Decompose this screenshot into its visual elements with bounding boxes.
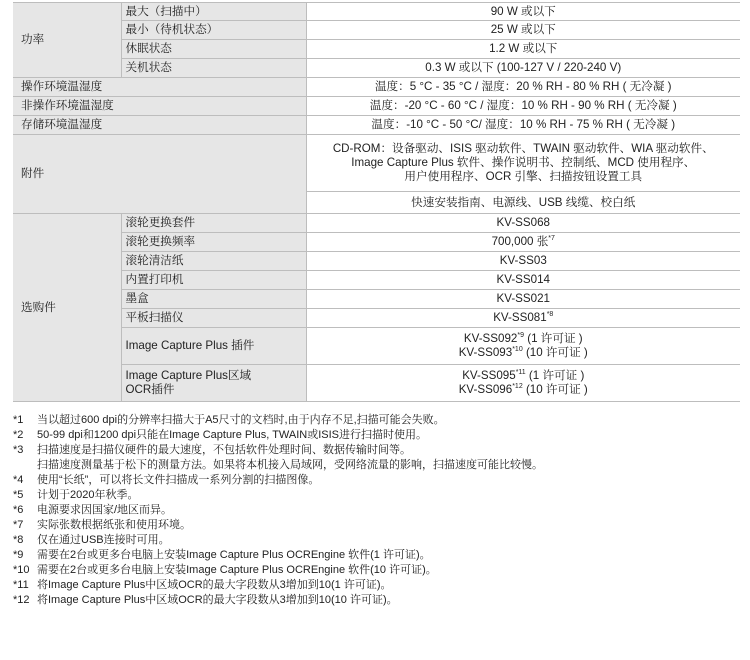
power-sleep-label: 休眠状态 (121, 40, 306, 59)
footnote-item (13, 593, 740, 608)
footnote-mark: *9 (13, 549, 24, 561)
footnote-text: 扫描速度测量基于松下的测量方法。如果将本机接入局域网，受网络流量的影响，扫描速度可能比较慢。 (37, 459, 543, 471)
footnote-item (13, 578, 740, 593)
option-row (13, 271, 740, 290)
footnote-text: 电源要求因国家/地区而异。 (37, 504, 173, 516)
footnote-mark: *2 (13, 429, 24, 441)
power-row-min (13, 21, 740, 40)
footnote-item (13, 443, 740, 458)
accessories-line: 用户使用程序、OCR 引擎、扫描按钮设置工具 (404, 170, 643, 183)
non-operating-env-label: 非操作环境温湿度 (13, 97, 306, 116)
ic-plugin-value: KV-SS092$^{*9}$ (1 许可证 ) KV-SS093$^{*10}$ (10 许可证 ) (306, 328, 740, 365)
ic-ocr-label: Image Capture Plus区域 OCR插件 (121, 365, 306, 402)
footnote-ref: *7 (548, 235, 555, 243)
footnote-ref: *11 (515, 369, 526, 377)
storage-env-value: 温度：-10 °C - 50 °C/ 湿度：10 % RH - 75 % RH ( 无冷凝 ) (306, 116, 740, 135)
ic-ocr-value: KV-SS095$^{*11}$ (1 许可证 ) KV-SS096$^{*12}$ (10 许可证 ) (306, 365, 740, 402)
accessories-line: Image Capture Plus 软件、操作说明书、控制纸、MCD 使用程序、 (351, 156, 696, 169)
footnote-text: 当以超过600 dpi的分辨率扫描大于A5尺寸的文档时,由于内存不足,扫描可能会失败。 (37, 414, 445, 426)
power-sleep-value: 1.2 W 或以下 (306, 40, 740, 59)
accessories-label: 附件 (13, 135, 306, 214)
footnote-item (13, 428, 740, 443)
footnotes (13, 413, 740, 608)
option-value: KV-SS021 (306, 290, 740, 309)
footnote-mark: *3 (13, 444, 24, 456)
footnote-text: 使用“长纸”，可以将长文件扫描成一系列分割的扫描图像。 (37, 474, 320, 486)
power-min-label: 最小（待机状态） (121, 21, 306, 40)
accessories-cdrom (306, 135, 740, 192)
footnote-text: 计划于2020年秋季。 (37, 489, 139, 501)
option-row (13, 309, 740, 328)
footnote-item (13, 473, 740, 488)
footnote-mark: *10 (13, 564, 30, 576)
footnote-text: 将Image Capture Plus中区域OCR的最大字段数从3增加到10(10 许可证)。 (37, 594, 398, 606)
footnote-text: 实际张数根据纸张和使用环境。 (37, 519, 191, 531)
ic-plugin-label: Image Capture Plus 插件 (121, 328, 306, 365)
operating-env-value: 温度：5 °C - 35 °C / 湿度：20 % RH - 80 % RH ( 无冷凝 ) (306, 78, 740, 97)
spec-table (13, 2, 740, 402)
storage-env-row (13, 116, 740, 135)
footnote-item (13, 503, 740, 518)
footnote-mark: *7 (13, 519, 24, 531)
footnote-item (13, 548, 740, 563)
footnote-text: 仅在通过USB连接时可用。 (37, 534, 170, 546)
footnote-item (13, 413, 740, 428)
power-max-value: 90 W 或以下 (306, 3, 740, 21)
footnote-text: 需要在2台或更多台电脑上安装Image Capture Plus OCREngine 软件(1 许可证)。 (37, 549, 431, 561)
option-row (13, 252, 740, 271)
option-row (13, 290, 740, 309)
footnote-mark: *6 (13, 504, 24, 516)
footnote-text: 扫描速度是扫描仪硬件的最大速度，不包括软件处理时间、数据传输时间等。 (37, 444, 411, 456)
option-label: 滚轮更换套件 (121, 214, 306, 233)
option-label: 滚轮清洁纸 (121, 252, 306, 271)
option-label: 内置打印机 (121, 271, 306, 290)
footnote-mark: *4 (13, 474, 24, 486)
footnote-mark: *8 (13, 534, 24, 546)
power-row-max (13, 3, 740, 21)
footnote-item (13, 533, 740, 548)
power-min-value: 25 W 或以下 (306, 21, 740, 40)
footnote-mark: *12 (13, 594, 30, 606)
option-value: 700,000 张$^{*7}$ (306, 233, 740, 252)
option-value: KV-SS081$^{*8}$ (306, 309, 740, 328)
option-label: 滚轮更换频率 (121, 233, 306, 252)
option-row (13, 214, 740, 233)
accessories-row-a (13, 135, 740, 192)
operating-env-label: 操作环境温湿度 (13, 78, 306, 97)
accessories-line: CD-ROM：设备驱动、ISIS 驱动软件、TWAIN 驱动软件、WIA 驱动软件、 (332, 142, 714, 155)
footnote-mark: *1 (13, 414, 24, 426)
storage-env-label: 存储环境温湿度 (13, 116, 306, 135)
option-value: KV-SS014 (306, 271, 740, 290)
options-label: 选购件 (13, 214, 121, 402)
option-label: 墨盒 (121, 290, 306, 309)
footnote-mark (13, 458, 37, 473)
power-max-label: 最大（扫描中） (121, 3, 306, 21)
footnote-text: 将Image Capture Plus中区域OCR的最大字段数从3增加到10(1 许可证)。 (37, 579, 392, 591)
footnote-ref: *8 (546, 311, 554, 319)
footnote-ref: *10 (512, 346, 523, 354)
option-row-ic-ocr (13, 365, 740, 402)
non-operating-env-row (13, 97, 740, 116)
footnote-item (13, 488, 740, 503)
power-label: 功率 (13, 3, 121, 78)
operating-env-row (13, 78, 740, 97)
option-row (13, 233, 740, 252)
footnote-item (13, 518, 740, 533)
footnote-item (13, 458, 740, 473)
power-off-value: 0.3 W 或以下 (100-127 V / 220-240 V) (306, 59, 740, 78)
option-row-ic-plugin (13, 328, 740, 365)
power-row-off (13, 59, 740, 78)
footnote-text: 50-99 dpi和1200 dpi只能在Image Capture Plus, TWAIN或ISIS进行扫描时使用。 (37, 429, 428, 441)
footnote-ref: *12 (512, 383, 523, 391)
option-value: KV-SS03 (306, 252, 740, 271)
footnote-text: 需要在2台或更多台电脑上安装Image Capture Plus OCREngine 软件(10 许可证)。 (37, 564, 437, 576)
power-off-label: 关机状态 (121, 59, 306, 78)
option-value: KV-SS068 (306, 214, 740, 233)
option-label: 平板扫描仪 (121, 309, 306, 328)
footnote-mark: *5 (13, 489, 24, 501)
power-row-sleep (13, 40, 740, 59)
footnote-ref: *9 (517, 332, 524, 340)
footnote-mark: *11 (13, 579, 29, 591)
footnote-item (13, 563, 740, 578)
accessories-other: 快速安装指南、电源线、USB 线缆、校白纸 (306, 192, 740, 214)
non-operating-env-value: 温度：-20 °C - 60 °C / 湿度：10 % RH - 90 % RH ( 无冷凝 ) (306, 97, 740, 116)
